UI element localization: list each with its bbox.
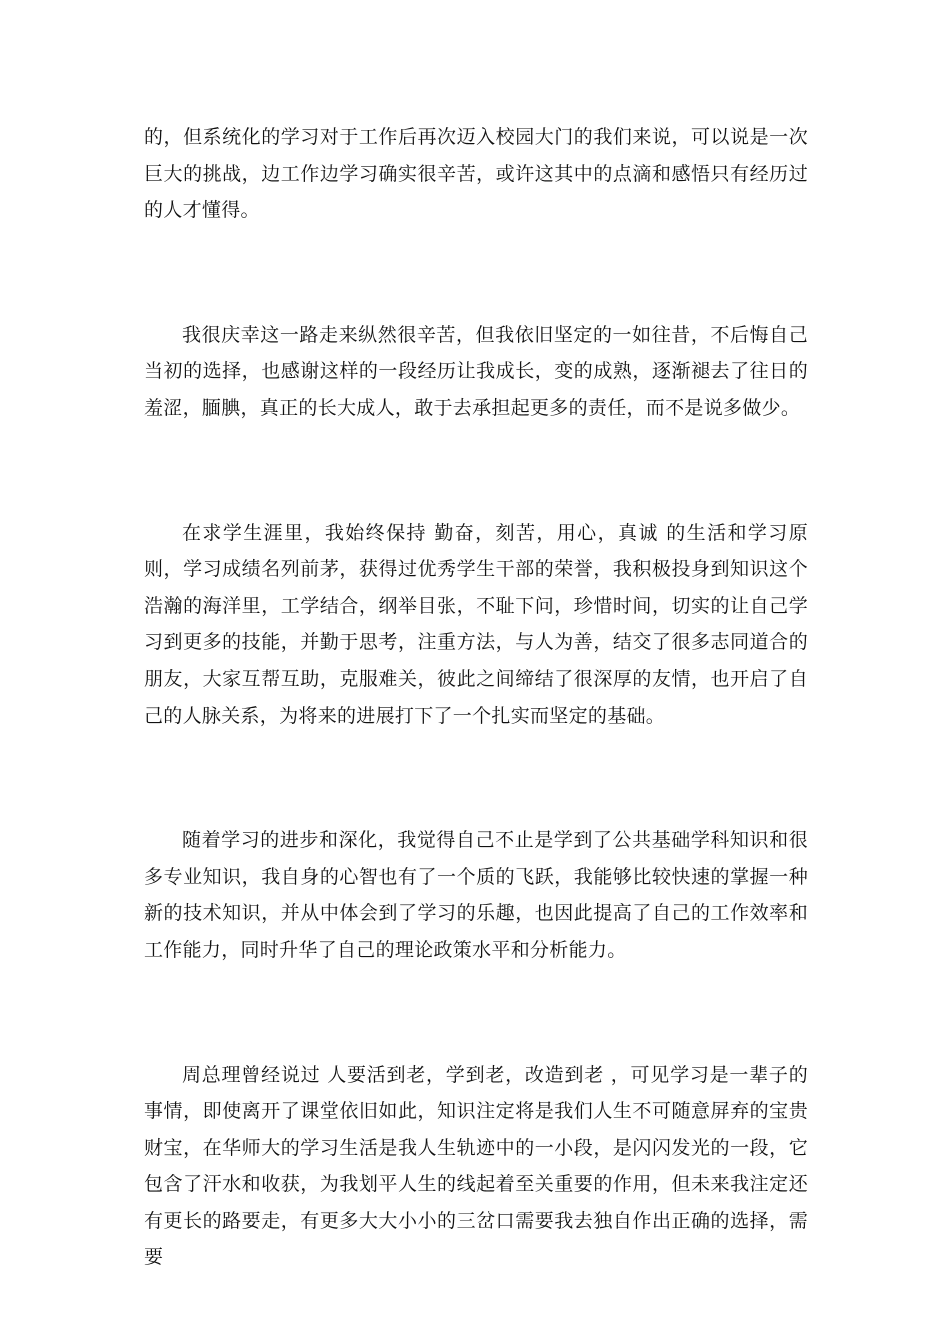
document-page	[144, 119, 808, 1276]
paragraph-4: 随着学习的进步和深化，我觉得自己不止是学到了公共基础学科知识和很多专业知识，我自身的心智也有了一个质的飞跃，我能够比较快速的掌握一种新的技术知识，并从中体会到了学习的乐趣，也因此提高了自己的工作效率和工作能力，同时升华了自己的理论政策水平和分析能力。	[144, 829, 808, 961]
paragraph-1: 的，但系统化的学习对于工作后再次迈入校园大门的我们来说，可以说是一次巨大的挑战，边工作边学习确实很辛苦，或许这其中的点滴和感悟只有经历过的人才懂得。	[144, 126, 808, 222]
paragraph-3: 在求学生涯里，我始终保持 勤奋，刻苦，用心，真诚 的生活和学习原则，学习成绩名列前茅，获得过优秀学生干部的荣誉，我积极投身到知识这个浩瀚的海洋里，工学结合，纲举目张，不耻下问，珍惜时间，切实的让自己学习到更多的技能，并勤于思考，注重方法，与人为善，结交了很多志同道合的朋友，大家互帮互助，克服难关，彼此之间缔结了很深厚的友情，也开启了自己的人脉关系，为将来的进展打下了一个扎实而坚定的基础。	[144, 521, 808, 727]
paragraph-2: 我很庆幸这一路走来纵然很辛苦，但我依旧坚定的一如往昔，不后悔自己当初的选择，也感谢这样的一段经历让我成长，变的成熟，逐渐褪去了往日的羞涩，腼腆，真正的长大成人，敢于去承担起更多的责任，而不是说多做少。	[144, 323, 808, 419]
paragraph-5: 周总理曾经说过 人要活到老，学到老，改造到老 ，可见学习是一辈子的事情，即使离开了课堂依旧如此，知识注定将是我们人生不可随意屏弃的宝贵财宝，在华师大的学习生活是我人生轨迹中的一小段，是闪闪发光的一段，它包含了汗水和收获，为我划平人生的线起着至关重要的作用，但未来我注定还有更长的路要走，有更多大大小小的三岔口需要我去独自作出正确的选择，需要	[144, 1063, 808, 1269]
